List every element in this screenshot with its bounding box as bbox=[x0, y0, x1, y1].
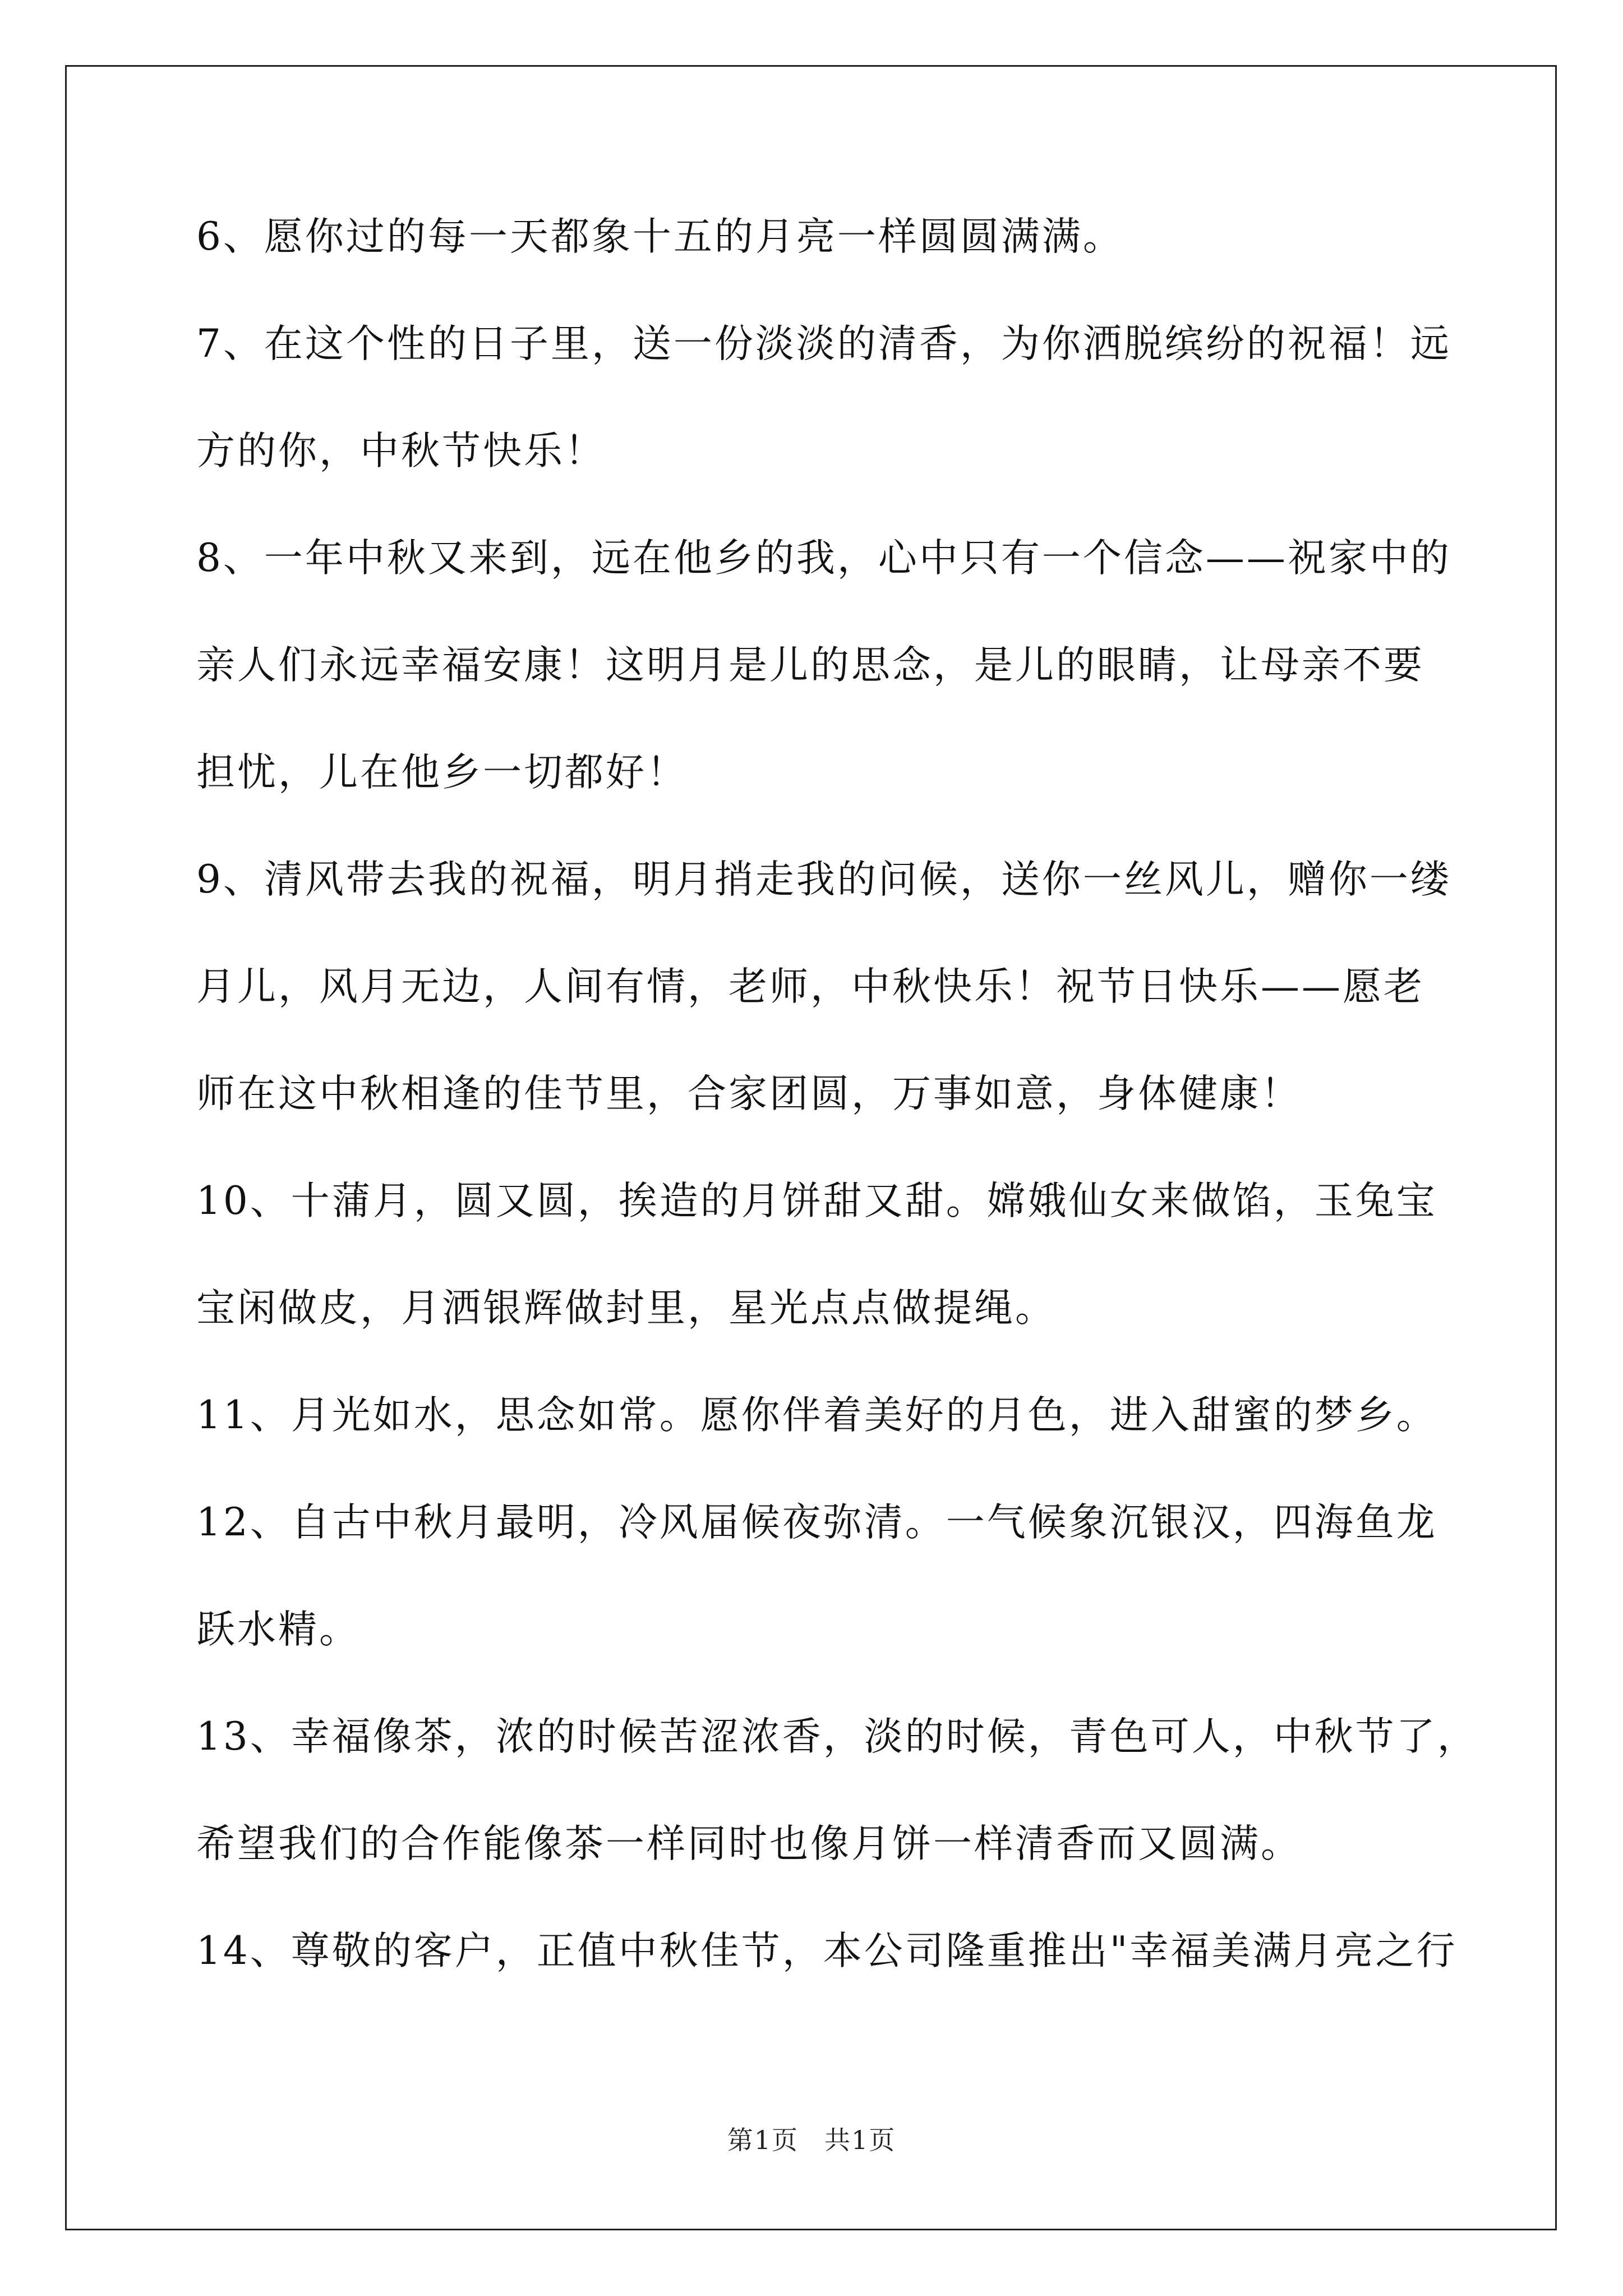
text-line: 10、十蒲月，圆又圆，挨造的月饼甜又甜。嫦娥仙女来做馅，玉兔宝 bbox=[196, 1179, 1437, 1223]
text-line: 师在这中秋相逢的佳节里，合家团圆，万事如意，身体健康！ bbox=[196, 1071, 1302, 1116]
text-line: 方的你，中秋节快乐！ bbox=[196, 429, 606, 473]
text-line: 11、月光如水，思念如常。愿你伴着美好的月色，进入甜蜜的梦乡。 bbox=[196, 1393, 1437, 1438]
page-number-total: 共1页 bbox=[824, 2125, 896, 2155]
text-line: 宝闲做皮，月洒银辉做封里，星光点点做提绳。 bbox=[196, 1286, 1056, 1331]
text-line: 6、愿你过的每一天都象十五的月亮一样圆圆满满。 bbox=[196, 214, 1124, 259]
text-line: 14、尊敬的客户，正值中秋佳节，本公司隆重推出"幸福美满月亮之行 bbox=[196, 1929, 1458, 1973]
text-line: 8、一年中秋又来到，远在他乡的我，心中只有一个信念——祝家中的 bbox=[196, 536, 1451, 581]
page-number-current: 第1页 bbox=[727, 2125, 799, 2155]
text-line: 亲人们永远幸福安康！这明月是儿的思念，是儿的眼睛，让母亲不要 bbox=[196, 643, 1424, 688]
text-line: 希望我们的合作能像茶一样同时也像月饼一样清香而又圆满。 bbox=[196, 1821, 1302, 1866]
text-line: 跃水精。 bbox=[196, 1607, 360, 1652]
text-line: 12、自古中秋月最明，冷风届候夜弥清。一气候象沉银汉，四海鱼龙 bbox=[196, 1500, 1437, 1545]
text-line: 9、清风带去我的祝福，明月捎走我的问候，送你一丝风儿，赠你一缕 bbox=[196, 857, 1451, 902]
text-line: 担忧，儿在他乡一切都好！ bbox=[196, 750, 688, 795]
text-line: 13、幸福像茶，浓的时候苦涩浓香，淡的时候，青色可人，中秋节了， bbox=[196, 1714, 1478, 1759]
text-line: 7、在这个性的日子里，送一份淡淡的清香，为你洒脱缤纷的祝福！远 bbox=[196, 321, 1451, 366]
document-body bbox=[196, 214, 1478, 2039]
page-footer bbox=[0, 2127, 1623, 2153]
text-line: 月儿，风月无边，人间有情，老师，中秋快乐！祝节日快乐——愿老 bbox=[196, 964, 1424, 1009]
